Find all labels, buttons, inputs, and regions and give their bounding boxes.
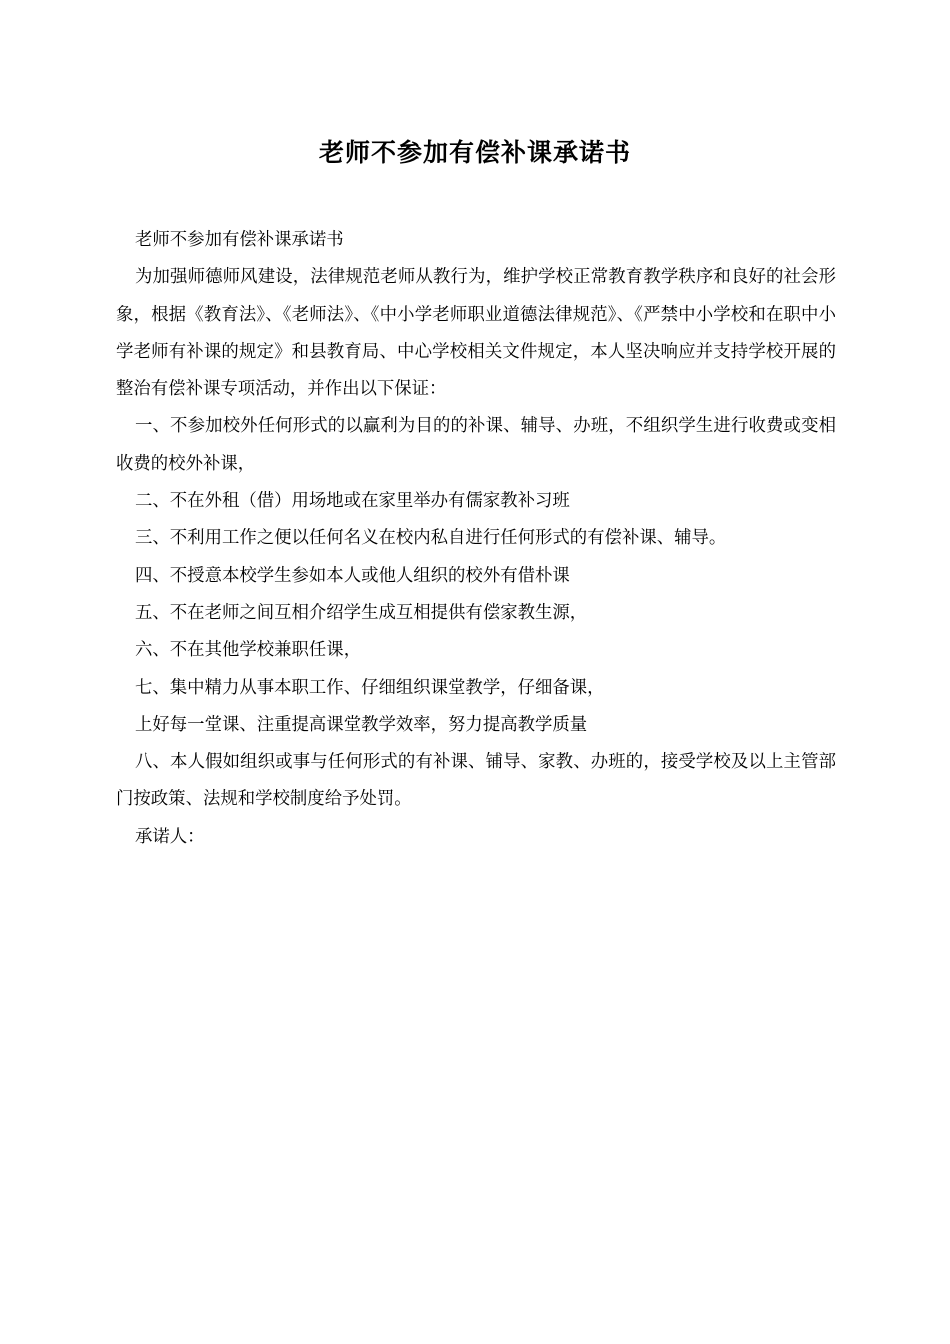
pledge-item-7-continued: 上好每一堂课、注重提高课堂教学效率，努力提高教学质量 bbox=[135, 714, 588, 735]
body-heading: 老师不参加有偿补课承诺书 bbox=[135, 230, 344, 250]
pledge-item-1: 一、不参加校外任何形式的以赢利为目的的补课、辅导、办班，不组织学生进行收费或变相收费的校外补课， bbox=[116, 416, 836, 474]
document-body bbox=[116, 222, 836, 856]
pledge-item-8: 八、本人假如组织或事与任何形式的有补课、铺导、家教、办班的，接受学校及以上主管部门按政策、法规和学校制度给予处罚。 bbox=[116, 752, 836, 810]
pledge-item-6: 六、不在其他学校兼职任课， bbox=[135, 640, 362, 661]
document-title: 老师不参加有偿补课承诺书 bbox=[318, 138, 631, 167]
intro-paragraph: 为加强师德师风建设，法律规范老师从教行为，维护学校正常教育教学秩序和良好的社会形象，根据《教育法》、《老师法》、《中小学老师职业道德法律规范》、《严禁中小学校和在职中小学老师有补课的规定》和县教育局、中心学校相关文件规定，本人坚决响应并支持学校开展的整治有偿补课专项活动，并作出以下保证： bbox=[116, 267, 836, 400]
pledge-item-7: 七、集中精力从事本职工作、仔细组织课堂教学，仔细备课， bbox=[135, 677, 605, 698]
pledge-item-2: 二、不在外租（借）用场地或在家里举办有儒家教补习班 bbox=[135, 491, 570, 512]
pledge-item-5: 五、不在老师之间互相介绍学生成互相提供有偿家教生源， bbox=[135, 602, 588, 623]
signature-label: 承诺人： bbox=[135, 826, 205, 847]
pledge-item-4: 四、不授意本校学生参如本人或他人组织的校外有借朴课 bbox=[135, 565, 570, 586]
pledge-item-3: 三、不利用工作之便以任何名义在校内私自进行任何形式的有偿补课、辅导。 bbox=[135, 528, 727, 549]
